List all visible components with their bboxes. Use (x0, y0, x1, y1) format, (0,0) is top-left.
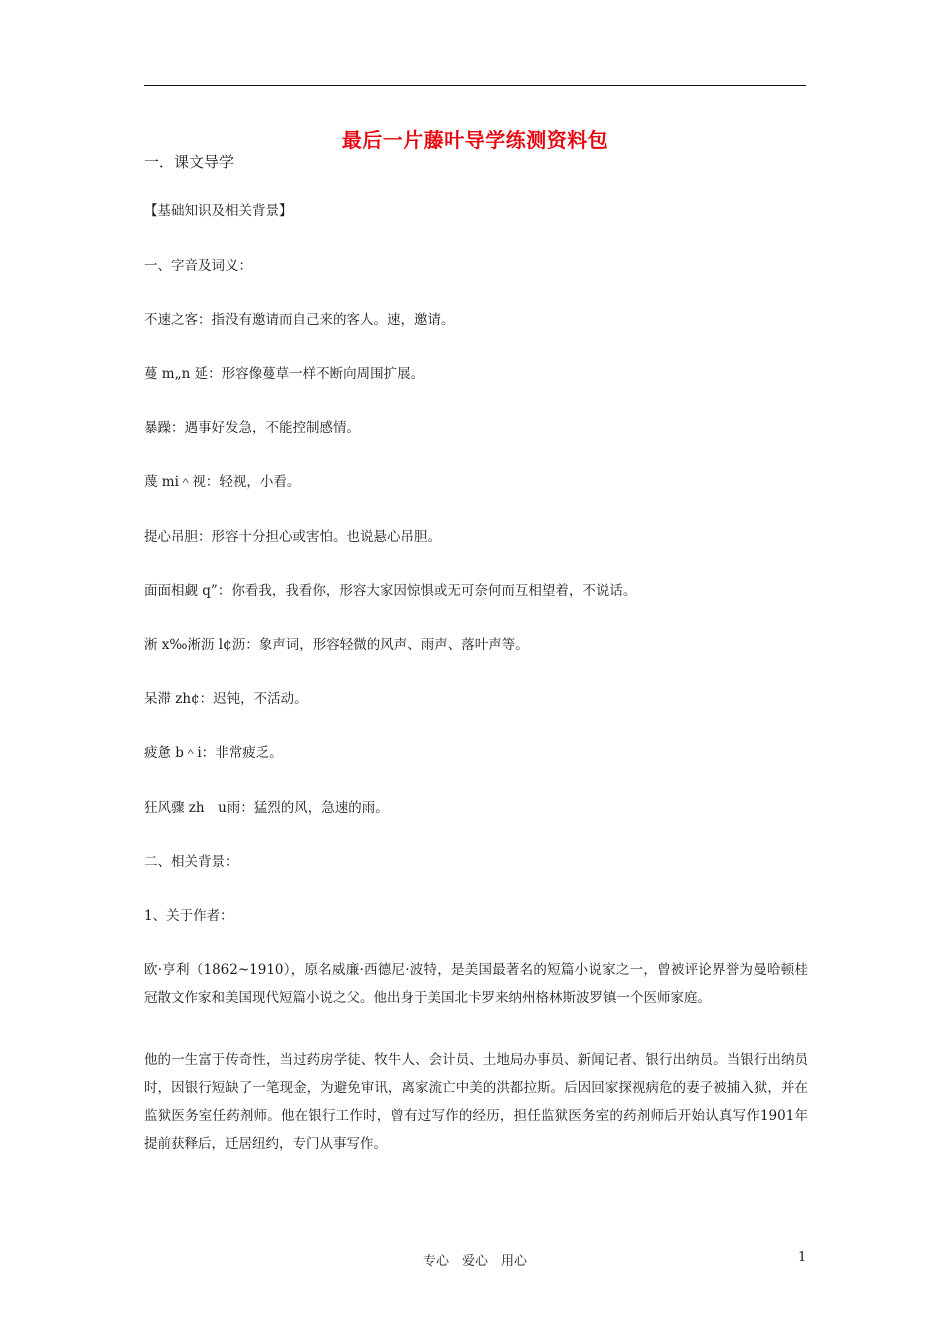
subheading-background: 二、相关背景： (144, 854, 239, 870)
vocab-item: 呆滞 zh¢：迟钝，不活动。 (144, 691, 308, 707)
author-paragraph: 欧·亨利（1862~1910），原名威廉·西德尼·波特，是美国最著名的短篇小说家之一，曾被评论界誉为曼哈顿桂冠散文作家和美国现代短篇小说之父。他出身于美国北卡罗来纳州格林斯波罗镇一个医师家庭。 (144, 962, 808, 1006)
vocab-item: 暴躁：遇事好发急，不能控制感情。 (144, 420, 360, 436)
header-rule (144, 85, 806, 86)
subheading-pronunciation: 一、字音及词义： (144, 258, 252, 274)
vocab-item: 疲惫 b＾i：非常疲乏。 (144, 745, 283, 761)
vocab-item: 蔓 m„n 延：形容像蔓草一样不断向周围扩展。 (144, 366, 425, 382)
vocab-item: 面面相觑 q”：你看我，我看你，形容大家因惊惧或无可奈何而互相望着，不说话。 (144, 583, 637, 599)
page-number: 1 (798, 1250, 807, 1265)
vocab-item: 淅 x‰淅沥 l¢沥：象声词，形容轻微的风声、雨声、落叶声等。 (144, 637, 529, 653)
section-heading: 一．课文导学 (144, 153, 235, 171)
vocab-item: 不速之客：指没有邀请而自己来的客人。速，邀请。 (144, 312, 455, 328)
vocab-item: 蔑 mi＾视：轻视，小看。 (144, 474, 301, 490)
biography-paragraph: 他的一生富于传奇性，当过药房学徒、牧牛人、会计员、土地局办事员、新闻记者、银行出纳员。当银行出纳员时，因银行短缺了一笔现金，为避免审讯，离家流亡中美的洪都拉斯。后因回家探视病危的妻子被捕入狱，并在监狱医务室任药剂师。他在银行工作时，曾有过写作的经历，担任监狱医务室的药剂师后开始认真写作1901年提前获释后，迁居纽约，专门从事写作。 (144, 1052, 808, 1152)
vocab-item: 狂风骤 zh u雨：猛烈的风，急速的雨。 (144, 800, 389, 816)
vocab-item: 提心吊胆：形容十分担心或害怕。也说悬心吊胆。 (144, 529, 441, 545)
subheading-author: 1、关于作者： (144, 908, 234, 924)
bracket-heading: 【基础知识及相关背景】 (144, 203, 293, 219)
document-title: 最后一片藤叶导学练测资料包 (341, 128, 609, 152)
footer-motto: 专心 爱心 用心 (422, 1254, 527, 1269)
